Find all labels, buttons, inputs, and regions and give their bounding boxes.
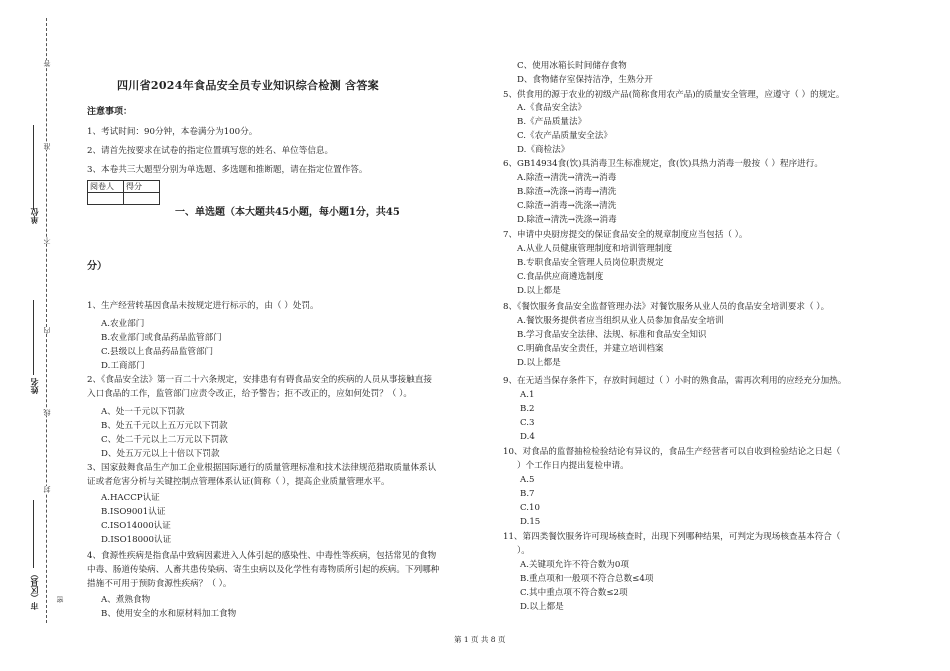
answer-option: A.关键项允许不符合数为0项 <box>520 560 629 570</box>
answer-option: B.农业部门或食品药品监管部门 <box>101 333 222 343</box>
question-text: 6、GB14934食(饮)具消毒卫生标准规定，食(饮)具热力消毒一般按（ ）程序进行。 <box>503 159 823 169</box>
answer-option: D.以上都是 <box>520 602 564 612</box>
answer-option: D、食物储存室保持洁净，生熟分开 <box>517 75 653 85</box>
question-text: 7、申请中央厨房提交的保证食品安全的规章制度应当包括（ ）。 <box>503 230 748 240</box>
answer-option: B.2 <box>520 404 535 414</box>
binding-mark: 答 <box>43 60 51 67</box>
question-text: 11、第四类餐饮服务许可现场核查时，出现下列哪种结果，可判定为现场核查基本符合（ <box>503 532 841 542</box>
page-title: 四川省2024年食品安全员专业知识综合检测 含答案 <box>117 79 379 92</box>
question-text-cont: ）个工作日内提出复检申请。 <box>517 461 629 471</box>
question-text: 中毒、肠道传染病、人畜共患传染病、寄生虫病以及化学性有毒物质所引起的疾病。下列哪种 <box>87 565 440 575</box>
answer-option: C.食品供应商遴选制度 <box>517 272 604 282</box>
answer-option: B、处五千元以上五万元以下罚款 <box>101 421 228 431</box>
answer-option: B.ISO9001认证 <box>101 507 166 517</box>
answer-option: C.明确食品安全责任，并建立培训档案 <box>517 344 664 354</box>
name-label: 姓名 <box>29 378 39 394</box>
answer-option: C.《农产品质量安全法》 <box>517 131 612 141</box>
answer-option: A.除渣→清洗→清洗→消毒 <box>517 173 617 183</box>
section-heading: 一、单选题（本大题共45小题，每小题1分，共45 <box>175 207 400 218</box>
question-text: 8、《餐饮服务食品安全监督管理办法》对餐饮服务从业人员的食品安全培训要求（ ）。 <box>503 302 830 312</box>
answer-option: A.《食品安全法》 <box>517 103 587 113</box>
score-table <box>87 180 160 205</box>
binding-mark: 内 <box>43 327 51 334</box>
question-text: 3、国家鼓舞食品生产加工企业根据国际通行的质量管理标准和技术法律规范猎取质量体系认 <box>87 463 437 473</box>
page-footer: 第 1 页 共 8 页 <box>454 635 506 644</box>
answer-option: A.5 <box>520 475 535 485</box>
question-text: 入口食品的工作，监管部门应责令改正，给予警告；拒不改正的，应如何处罚？（ ）。 <box>87 389 412 399</box>
score-blank <box>124 193 160 205</box>
answer-option: B.重点项和一般项不符合总数≤4项 <box>520 574 654 584</box>
answer-option: D、处五万元以上十倍以下罚款 <box>101 449 220 459</box>
name-write-line <box>33 300 34 375</box>
question-text: 10、对食品的监督抽检检验结论有异议的，食品生产经营者可以自收到检验结论之日起（ <box>503 447 841 457</box>
answer-option: A.农业部门 <box>101 319 145 329</box>
binding-mark: 封 <box>43 486 51 493</box>
answer-option: C.3 <box>520 418 535 428</box>
answer-option: B、使用安全的水和原材料加工食物 <box>101 609 237 619</box>
answer-option: D.除渣→清洗→洗涤→消毒 <box>517 215 617 225</box>
answer-option: B.专职食品安全管理人员岗位职责规定 <box>517 258 664 268</box>
question-text: 证或者危害分析与关键控制点管理体系认证(简称（ ），提高企业质量管理水平。 <box>87 477 390 487</box>
question-text: 措施不可用于预防食源性疾病？（ ）。 <box>87 579 232 589</box>
answer-option: C.除渣→消毒→洗涤→清洗 <box>517 201 617 211</box>
answer-option: A.餐饮服务提供者应当组织从业人员参加食品安全培训 <box>517 316 724 326</box>
answer-option: D.15 <box>520 517 541 527</box>
grader-blank <box>88 193 124 205</box>
answer-option: D.4 <box>520 432 535 442</box>
binding-mark: 不 <box>43 237 51 244</box>
binding-mark: 线 <box>43 409 51 416</box>
grader-cell: 阅卷人 <box>88 181 124 193</box>
question-text: 5、供食用的源于农业的初级产品(简称食用农产品)的质量安全管理，应遵守（ ）的规定。 <box>503 90 845 100</box>
answer-option: A、处一千元以下罚款 <box>101 407 185 417</box>
answer-option: A.从业人员健康管理制度和培训管理制度 <box>517 244 673 254</box>
answer-option: D.以上都是 <box>517 358 561 368</box>
answer-option: C.县级以上食品药品监管部门 <box>101 347 214 357</box>
answer-option: A.1 <box>520 390 535 400</box>
binding-dashed-line <box>46 18 47 623</box>
answer-option: C.其中重点项不符合数≤2项 <box>520 588 628 598</box>
unit-write-line <box>33 125 34 210</box>
score-cell: 得分 <box>124 181 160 193</box>
question-text: 2、《食品安全法》第一百二十六条规定，安排患有有碍食品安全的疾病的人员从事接触直接 <box>87 375 432 385</box>
answer-option: C.10 <box>520 503 540 513</box>
answer-option: D.《商检法》 <box>517 145 570 155</box>
question-text: 9、在无适当保存条件下，存放时间超过（ ）小时的熟食品，需再次利用的应经充分加热。 <box>503 376 847 386</box>
notice-item: 3、本卷共三大题型分别为单选题、多选题和推断题，请在指定位置作答。 <box>87 165 368 175</box>
question-text: 4、食源性疾病是指食品中致病因素进入人体引起的感染性、中毒性等疾病，包括常见的食物 <box>87 551 437 561</box>
binding-mark: 密 <box>56 596 64 603</box>
unit-label: 单位 <box>29 208 39 224</box>
notice-heading: 注意事项： <box>87 107 133 117</box>
district-label: 市（区县） <box>29 570 39 610</box>
answer-option: D.以上都是 <box>517 286 561 296</box>
answer-option: B.学习食品安全法律、法规、标准和食品安全知识 <box>517 330 707 340</box>
answer-option: B.《产品质量法》 <box>517 117 587 127</box>
answer-option: D.ISO18000认证 <box>101 535 172 545</box>
answer-option: A、煮熟食物 <box>101 595 151 605</box>
answer-option: B.除渣→洗涤→消毒→清洗 <box>517 187 617 197</box>
binding-mark: 准 <box>43 143 51 150</box>
answer-option: B.7 <box>520 489 535 499</box>
answer-option: C.ISO14000认证 <box>101 521 171 531</box>
answer-option: C、处二千元以上二万元以下罚款 <box>101 435 228 445</box>
question-text-cont: ）。 <box>517 546 530 556</box>
answer-option: C、使用冰箱长时间储存食物 <box>517 61 627 71</box>
section-heading-cont: 分） <box>87 261 107 272</box>
answer-option: D.工商部门 <box>101 361 145 371</box>
notice-item: 1、考试时间：90分钟，本卷满分为100分。 <box>87 127 258 137</box>
answer-option: A.HACCP认证 <box>101 493 160 503</box>
notice-item: 2、请首先按要求在试卷的指定位置填写您的姓名、单位等信息。 <box>87 146 334 156</box>
question-text: 1、生产经营转基因食品未按规定进行标示的，由（ ）处罚。 <box>87 301 319 311</box>
district-write-line <box>33 500 34 568</box>
